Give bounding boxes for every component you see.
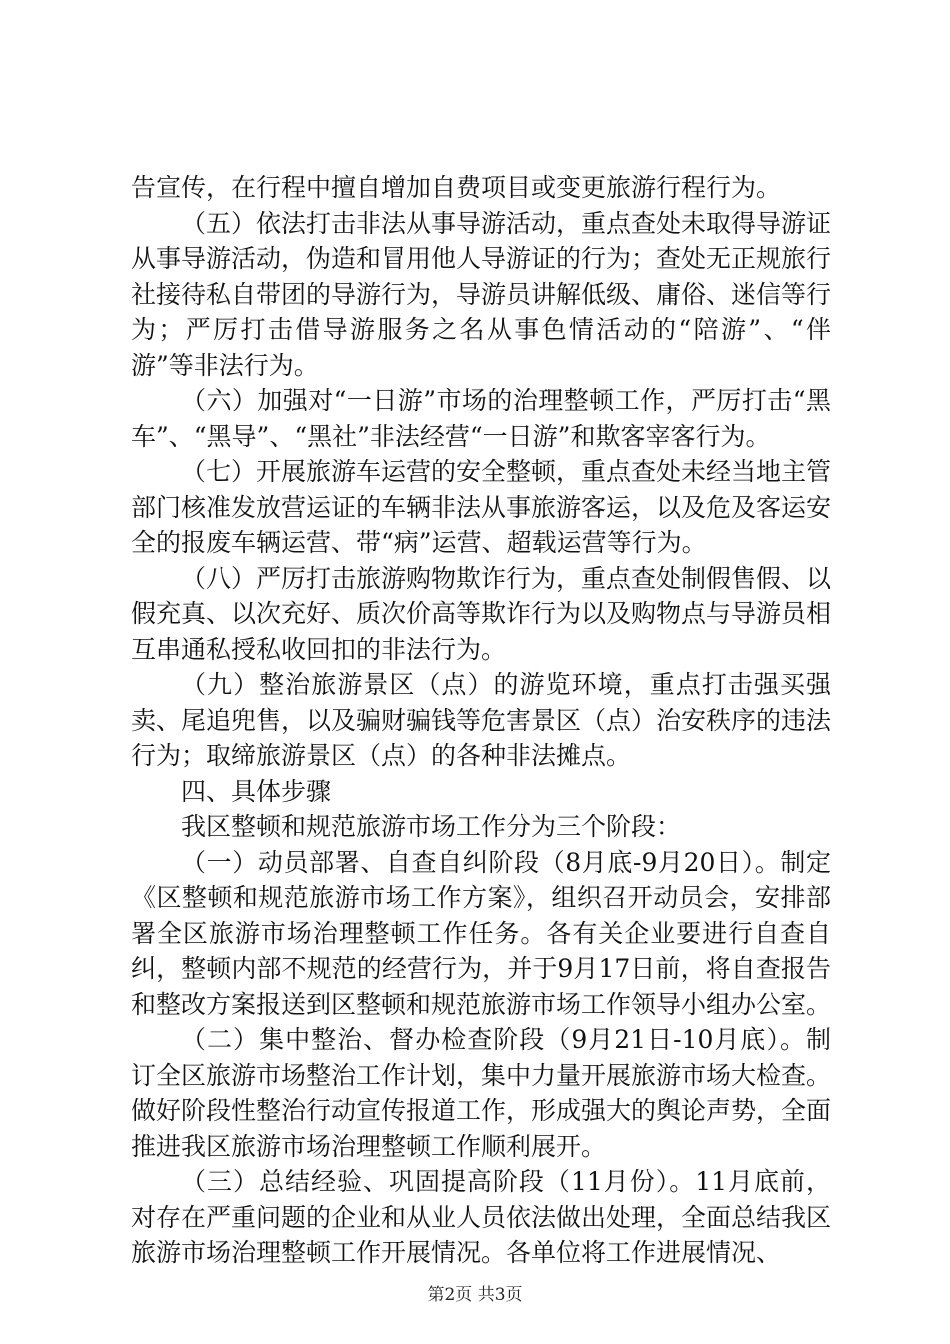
document-body (131, 170, 831, 1271)
paragraph-stage-1: （一）动员部署、自查自纠阶段（8月底-9月20日）。制定《区整顿和规范旅游市场工作方案》，组织召开动员会，安排部署全区旅游市场治理整顿工作任务。各有关企业要进行自查自纠，整顿内部不规范的经营行为，并于9月17日前，将自查报告和整改方案报送到区整顿和规范旅游市场工作领导小组办公室。 (131, 847, 832, 1019)
paragraph-item-6: （六）加强对“一日游”市场的治理整顿工作，严厉打击“黑车”、“黑导”、“黑社”非法经营“一日游”和欺客宰客行为。 (131, 386, 831, 451)
page-footer: 第2页 共3页 (427, 1285, 523, 1305)
section-heading-steps: 四、具体步骤 (181, 776, 332, 806)
paragraph-stage-3: （三）总结经验、巩固提高阶段（11月份）。11月底前，对存在严重问题的企业和从业人员依法做出处理，全面总结我区旅游市场治理整顿工作开展情况。各单位将工作进展情况、 (131, 1167, 832, 1267)
paragraph-continuation: 告宣传，在行程中擅自增加自费项目或变更旅游行程行为。 (131, 173, 782, 202)
paragraph-stages-intro: 我区整顿和规范旅游市场工作分为三个阶段： (181, 812, 682, 841)
paragraph-item-8: （八）严厉打击旅游购物欺诈行为，重点查处制假售假、以假充真、以次充好、质次价高等欺诈行为以及购物点与导游员相互串通私授私收回扣的非法行为。 (131, 563, 832, 664)
paragraph-stage-2: （二）集中整治、督办检查阶段（9月21日-10月底）。制订全区旅游市场整治工作计划，集中力量开展旅游市场大检查。做好阶段性整治行动宣传报道工作，形成强大的舆论声势，全面推进我区旅游市场治理整顿工作顺利展开。 (131, 1025, 832, 1161)
paragraph-item-5: （五）依法打击非法从事导游活动，重点查处未取得导游证从事导游活动，伪造和冒用他人导游证的行为；查处无正规旅行社接待私自带团的导游行为，导游员讲解低级、庸俗、迷信等行为；严厉打击借导游服务之名从事色情活动的“陪游”、“伴游”等非法行为。 (131, 208, 832, 380)
paragraph-item-7: （七）开展旅游车运营的安全整顿，重点查处未经当地主管部门核准发放营运证的车辆非法从事旅游客运，以及危及客运安全的报废车辆运营、带“病”运营、超载运营等行为。 (131, 457, 832, 557)
paragraph-item-9: （九）整治旅游景区（点）的游览环境，重点打击强买强卖、尾追兜售，以及骗财骗钱等危害景区（点）治安秩序的违法行为；取缔旅游景区（点）的各种非法摊点。 (131, 670, 832, 770)
